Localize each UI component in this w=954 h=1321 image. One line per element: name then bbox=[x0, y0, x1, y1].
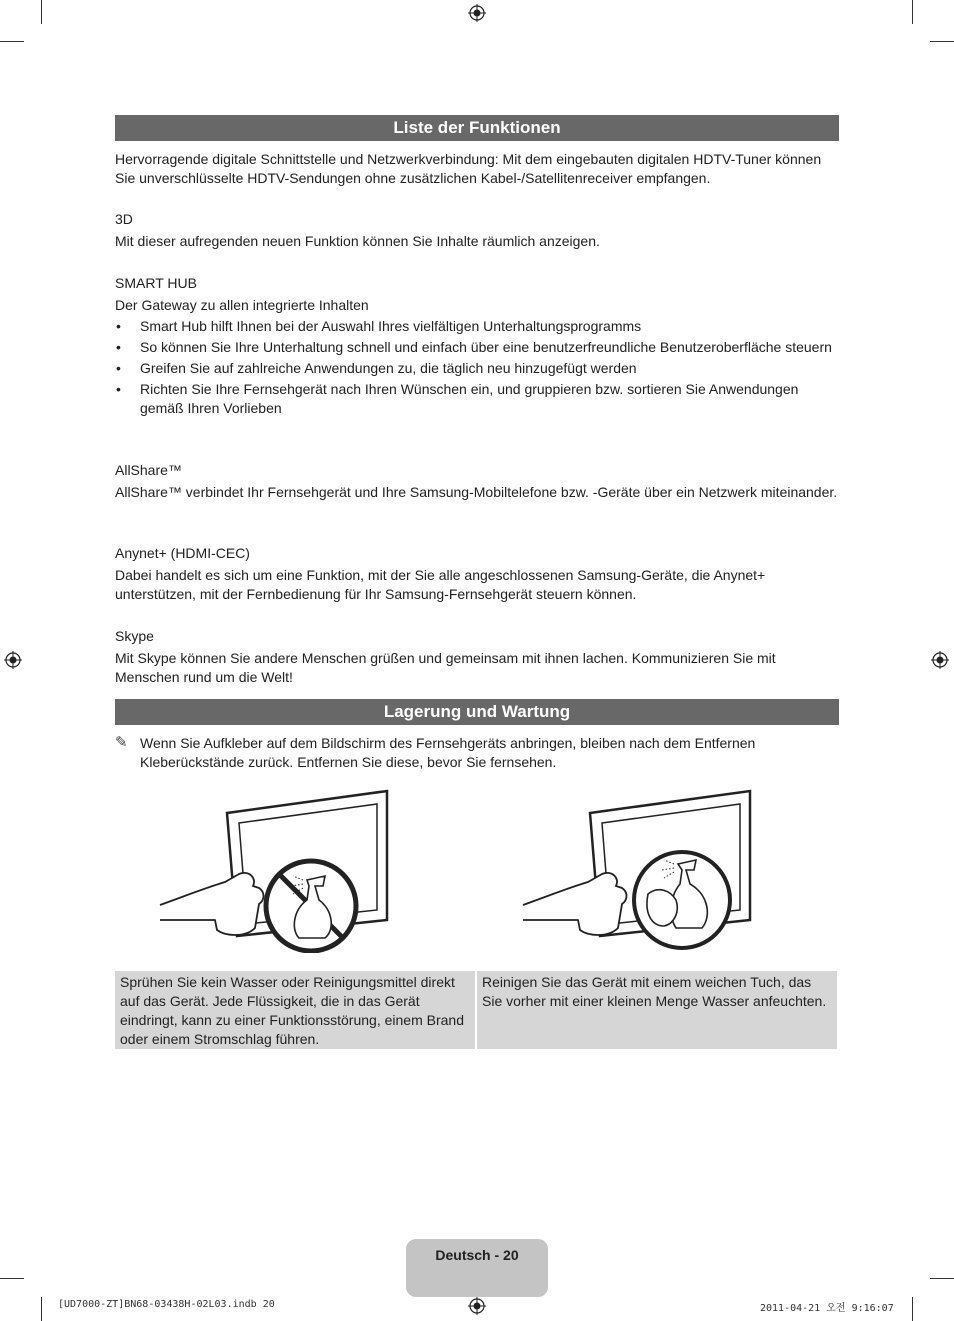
note-text: Wenn Sie Aufkleber auf dem Bildschirm des Fernsehgeräts anbringen, bleiben nach dem Entfernen Kleberückstände zurück. Entfernen Sie diese, bevor Sie fernsehen. bbox=[140, 735, 756, 770]
heading-anynet: Anynet+ (HDMI-CEC) bbox=[115, 545, 250, 561]
caption-cleaning bbox=[477, 971, 837, 1049]
section-header-features: Liste der Funktionen bbox=[115, 115, 839, 141]
crop-mark bbox=[41, 0, 42, 24]
caption-warning-text: Sprühen Sie kein Wasser oder Reinigungsmittel direkt auf das Gerät. Jede Flüssigkeit, die in das Gerät eindringt, kann zu einer Funktionsstörung, einem Brand oder einem Stromschlag führen. bbox=[120, 974, 464, 1047]
page-number: Deutsch - 20 bbox=[435, 1247, 519, 1263]
crop-mark bbox=[0, 1278, 24, 1279]
print-slug-left: [UD7000-ZT]BN68-03438H-02L03.indb 20 bbox=[58, 1299, 275, 1310]
list-item: • Greifen Sie auf zahlreiche Anwendungen zu, die täglich neu hinzugefügt werden bbox=[115, 359, 839, 378]
registration-mark-icon bbox=[931, 651, 949, 669]
heading-allshare: AllShare™ bbox=[115, 462, 182, 478]
illustration-no-spray bbox=[155, 788, 395, 953]
text-anynet: Dabei handelt es sich um eine Funktion, mit der Sie alle angeschlossenen Samsung-Geräte, die Anynet+ unterstützen, mit der Fernbedienung für Ihr Samsung-Fernsehgerät steuern können. bbox=[115, 567, 766, 602]
crop-mark bbox=[0, 41, 24, 42]
registration-mark-icon bbox=[468, 1297, 486, 1315]
illustration-spray-cloth bbox=[518, 788, 758, 953]
heading-3d: 3D bbox=[115, 211, 133, 227]
heading-skype: Skype bbox=[115, 628, 154, 644]
text-smart-hub: Der Gateway zu allen integrierte Inhalten bbox=[115, 297, 369, 313]
intro-text: Hervorragende digitale Schnittstelle und Netzwerkverbindung: Mit dem eingebauten digitalen HDTV-Tuner können Sie unverschlüsselte HDTV-Sendungen ohne zusätzlichen Kabel-/Satellitenreceiver empfangen. bbox=[115, 151, 822, 186]
smart-hub-bullet-list bbox=[115, 317, 839, 418]
text-3d: Mit dieser aufregenden neuen Funktion können Sie Inhalte räumlich anzeigen. bbox=[115, 233, 600, 249]
page-number-tab bbox=[406, 1239, 548, 1297]
list-item: • Richten Sie Ihre Fernsehgerät nach Ihren Wünschen ein, und gruppieren bzw. sortieren Sie Anwendungen gemäß Ihren Vorlieben bbox=[115, 380, 839, 418]
pencil-note-icon: ✎ bbox=[115, 734, 128, 751]
text-skype: Mit Skype können Sie andere Menschen grüßen und gemeinsam mit ihnen lachen. Kommunizieren Sie mit Menschen rund um die Welt! bbox=[115, 650, 776, 685]
crop-mark bbox=[41, 1297, 42, 1321]
heading-smart-hub: SMART HUB bbox=[115, 275, 197, 291]
section-header-storage: Lagerung und Wartung bbox=[115, 699, 839, 725]
crop-mark bbox=[912, 0, 913, 24]
caption-warning bbox=[115, 971, 475, 1049]
caption-cleaning-text: Reinigen Sie das Gerät mit einem weichen Tuch, das Sie vorher mit einer kleinen Menge Wasser anfeuchten. bbox=[482, 974, 827, 1009]
crop-mark bbox=[912, 1297, 913, 1321]
text-allshare: AllShare™ verbindet Ihr Fernsehgerät und Ihre Samsung-Mobiltelefone bzw. -Geräte über ein Netzwerk miteinander. bbox=[115, 484, 838, 500]
registration-mark-icon bbox=[4, 651, 22, 669]
print-slug-right: 2011-04-21 오전 9:16:07 bbox=[760, 1303, 894, 1314]
crop-mark bbox=[930, 41, 954, 42]
list-item: • Smart Hub hilft Ihnen bei der Auswahl Ihres vielfältigen Unterhaltungsprogramms bbox=[115, 317, 839, 336]
crop-mark bbox=[930, 1278, 954, 1279]
list-item: • So können Sie Ihre Unterhaltung schnell und einfach über eine benutzerfreundliche Benutzeroberfläche steuern bbox=[115, 338, 839, 357]
registration-mark-icon bbox=[468, 4, 486, 22]
